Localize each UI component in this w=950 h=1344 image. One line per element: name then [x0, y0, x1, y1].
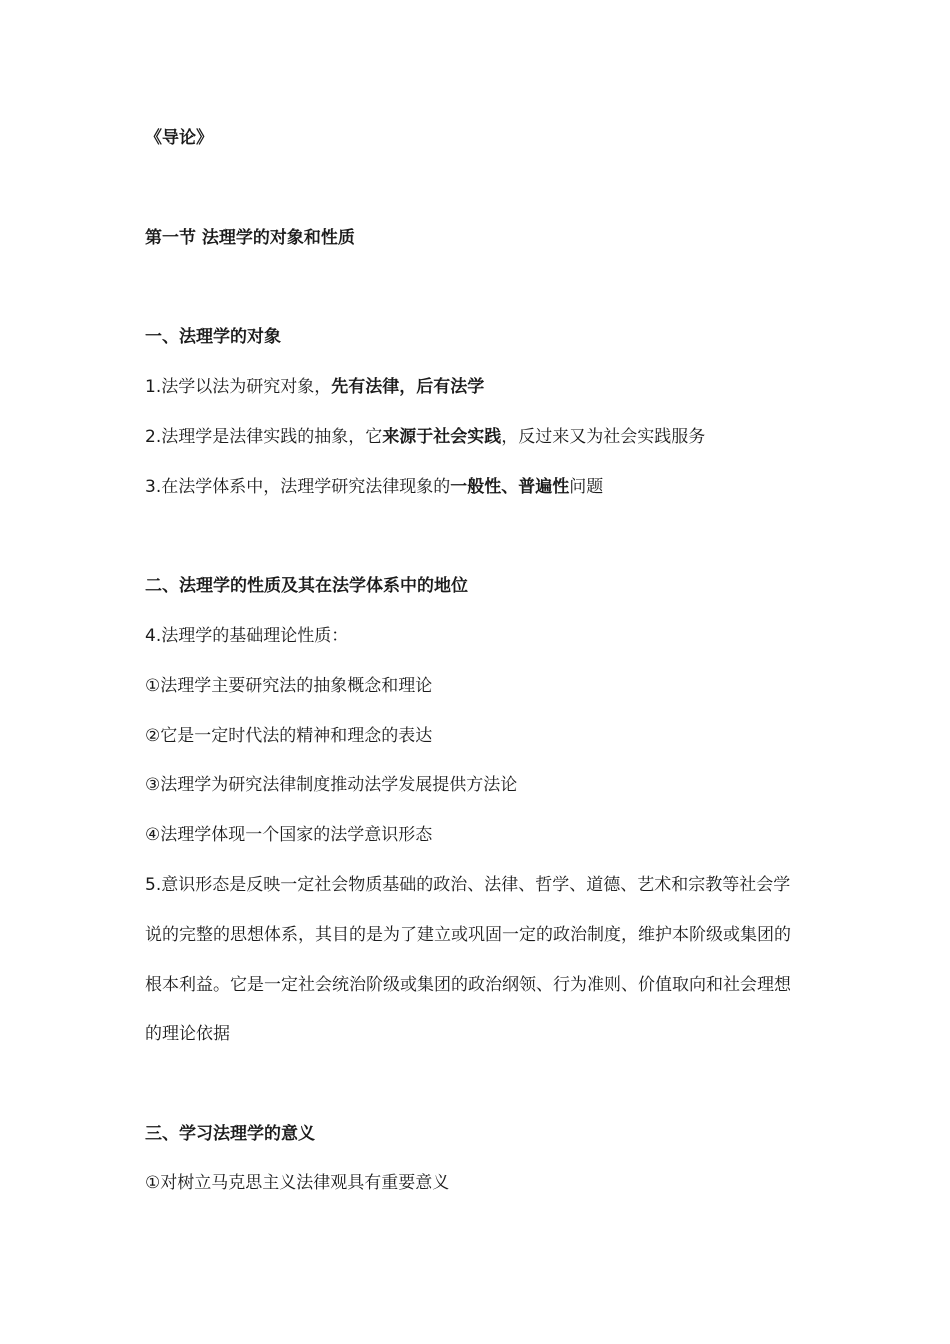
item-5-line-2: 说的完整的思想体系，其目的是为了建立或巩固一定的政治制度，维护本阶级或集团的 — [145, 925, 791, 945]
sub-item-2: ②它是一定时代法的精神和理念的表达 — [145, 726, 433, 746]
item-5-line-3: 根本利益。它是一定社会统治阶级或集团的政治纲领、行为准则、价值取向和社会理想 — [145, 975, 791, 995]
sub-item-3: ③法理学为研究法律制度推动法学发展提供方法论 — [145, 775, 518, 795]
part3-heading: 三、学习法理学的意义 — [145, 1124, 315, 1144]
item-1-text: 1.法学以法为研究对象， — [145, 377, 332, 397]
item-1-bold: 先有法律，后有法学 — [331, 377, 485, 397]
part1-heading: 一、法理学的对象 — [145, 327, 281, 347]
item-2 — [145, 425, 825, 449]
item-3-tail: 问题 — [569, 477, 604, 497]
item-2-bold: 来源于社会实践 — [382, 427, 502, 447]
item-2-text: 2.法理学是法律实践的抽象，它 — [145, 427, 383, 447]
item-2-tail: ，反过来又为社会实践服务 — [501, 427, 706, 447]
sub-item-1: ①法理学主要研究法的抽象概念和理论 — [145, 676, 433, 696]
item-1 — [145, 375, 825, 399]
part2-heading: 二、法理学的性质及其在法学体系中的地位 — [145, 576, 468, 596]
section-title: 第一节 法理学的对象和性质 — [145, 228, 355, 248]
item-3 — [145, 475, 825, 499]
doc-title: 《导论》 — [145, 128, 213, 148]
item-3-bold: 一般性、普遍性 — [450, 477, 570, 497]
item-5-line-1: 5.意识形态是反映一定社会物质基础的政治、法律、哲学、道德、艺术和宗教等社会学 — [145, 875, 791, 895]
item-5-line-4: 的理论依据 — [145, 1024, 230, 1044]
item-3-text: 3.在法学体系中，法理学研究法律现象的 — [145, 477, 451, 497]
item-4: 4.法理学的基础理论性质： — [145, 626, 349, 646]
part3-sub-item-1: ①对树立马克思主义法律观具有重要意义 — [145, 1173, 450, 1193]
sub-item-4: ④法理学体现一个国家的法学意识形态 — [145, 825, 433, 845]
